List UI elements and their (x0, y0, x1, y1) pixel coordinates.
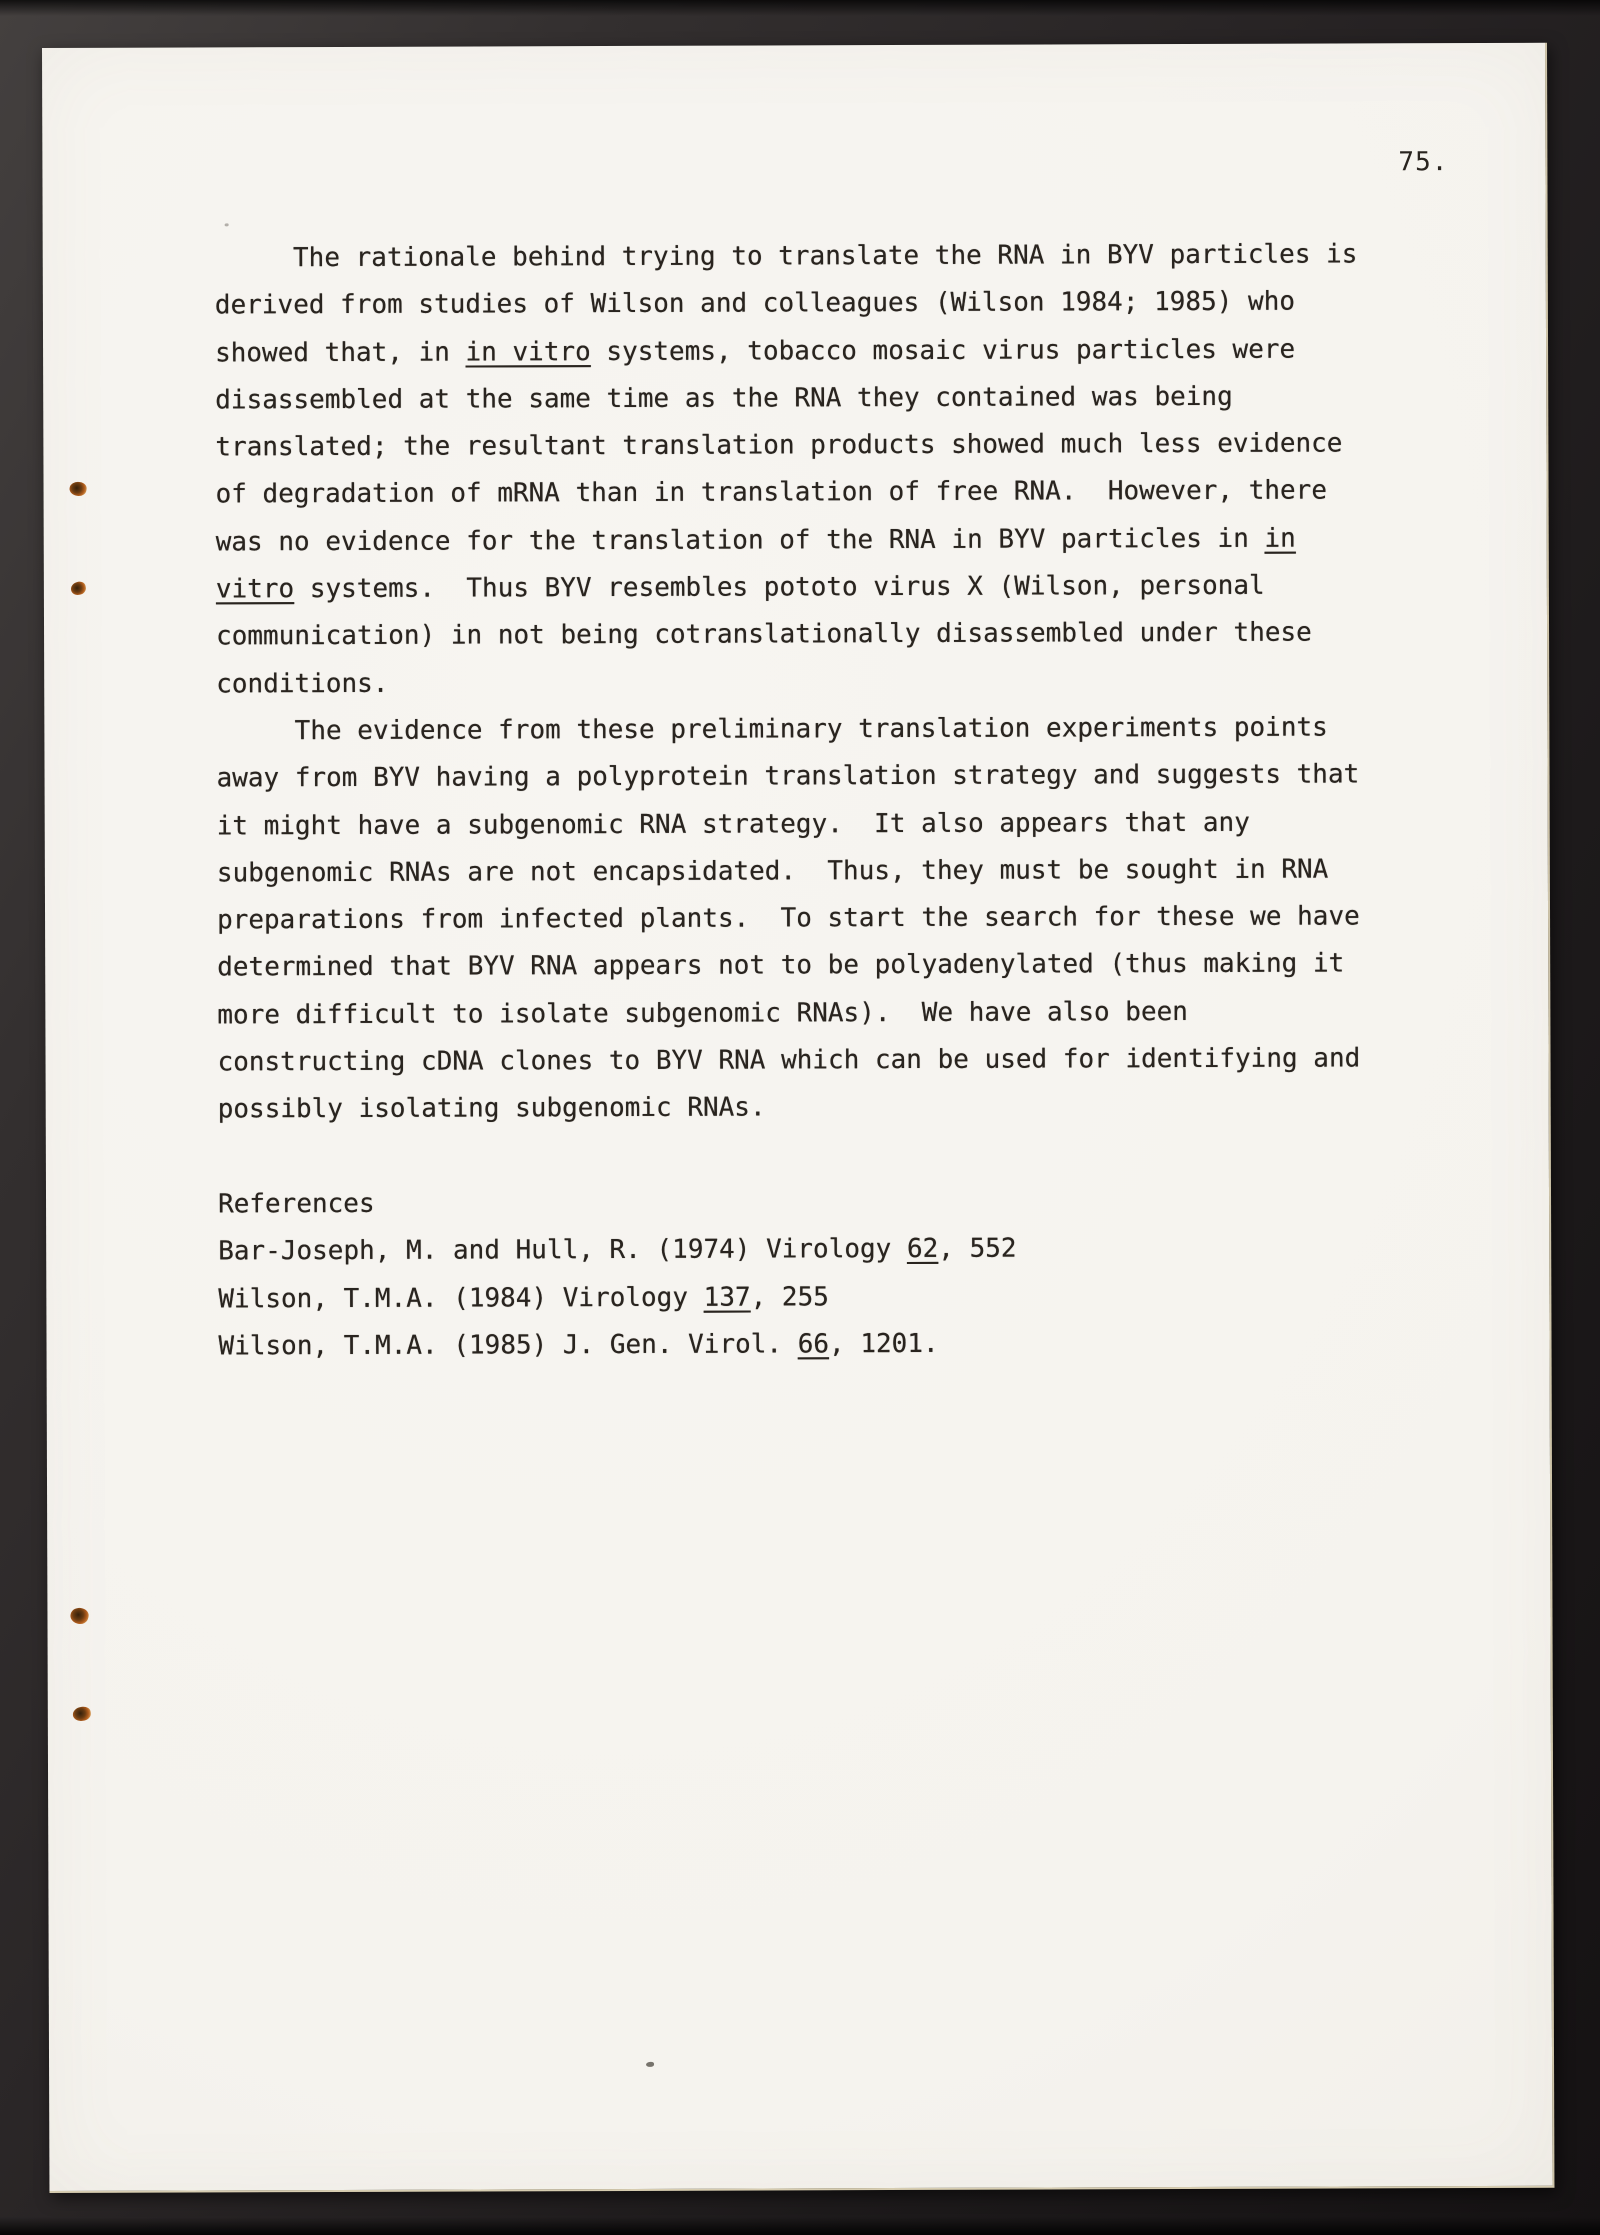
paper-speck (225, 223, 229, 226)
text-line: preparations from infected plants. To start the search for these we have (216, 901, 1360, 936)
text-line: Bar-Joseph, M. and Hull, R. (1974) Virology 62, 552 (218, 1233, 1017, 1267)
text-line: The evidence from these preliminary translation experiments points (216, 712, 1328, 747)
text-line: conditions. (216, 668, 389, 700)
rust-stain (69, 1606, 90, 1626)
text-line: it might have a subgenomic RNA strategy. It also appears that any (216, 807, 1250, 841)
rust-stain (70, 580, 87, 596)
scan-edge-shadow-top (0, 0, 1600, 16)
text-line: away from BYV having a polyprotein translation strategy and suggests that (216, 759, 1360, 794)
text-line: determined that BYV RNA appears not to be polyadenylated (thus making it (217, 948, 1345, 983)
scan-edge-shadow-bottom (0, 2217, 1600, 2235)
text-line: showed that, in in vitro systems, tobacco mosaic virus particles were (215, 334, 1296, 368)
paragraph-2 (216, 704, 1437, 1134)
paper-speck (646, 2062, 654, 2067)
document-page (42, 43, 1554, 2193)
text-line: was no evidence for the translation of the RNA in BYV particles in in (215, 523, 1296, 558)
references-heading: References (217, 1188, 375, 1220)
text-line: subgenomic RNAs are not encapsidated. Thus, they must be sought in RNA (216, 854, 1329, 889)
rust-stain (69, 481, 88, 497)
page-number: 75. (1398, 147, 1449, 178)
rust-stain (72, 1706, 91, 1722)
text-line: constructing cDNA clones to BYV RNA which can be used for identifying and (217, 1043, 1361, 1078)
text-line: of degradation of mRNA than in translation of free RNA. However, there (215, 476, 1327, 510)
text-line: The rationale behind trying to translate the RNA in BYV particles is (214, 239, 1358, 274)
text-line: translated; the resultant translation products showed much less evidence (215, 428, 1343, 463)
text-line: Wilson, T.M.A. (1985) J. Gen. Virol. 66, 1201. (218, 1328, 939, 1362)
references-list (218, 1224, 1438, 1370)
text-line: vitro systems. Thus BYV resembles pototo virus X (Wilson, personal (215, 570, 1265, 605)
text-line: possibly isolating subgenomic RNAs. (217, 1092, 766, 1125)
text-line: derived from studies of Wilson and colleagues (Wilson 1984; 1985) who (214, 286, 1296, 321)
text-line: more difficult to isolate subgenomic RNAs). We have also been (217, 996, 1188, 1031)
text-line: communication) in not being cotranslationally disassembled under these (216, 617, 1312, 652)
text-line: Wilson, T.M.A. (1984) Virology 137, 255 (218, 1281, 829, 1314)
text-line: disassembled at the same time as the RNA they contained was being (215, 381, 1233, 416)
document-body (215, 231, 1439, 1370)
paragraph-1 (215, 231, 1437, 708)
